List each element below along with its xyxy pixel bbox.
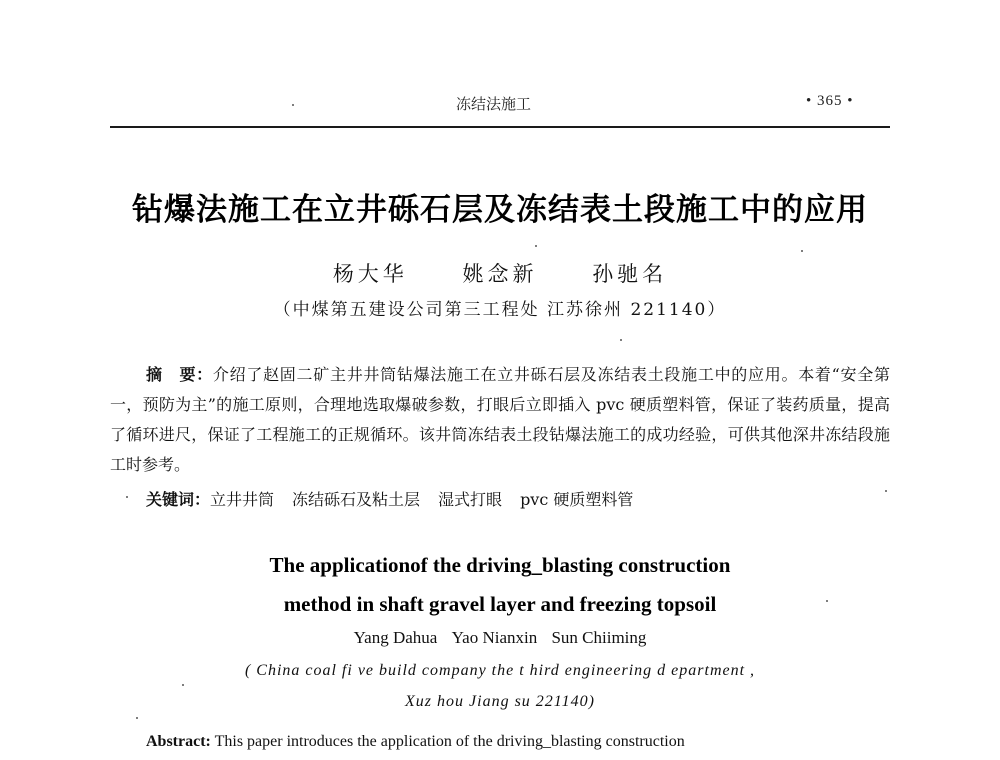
keyword: pvc 硬质塑料管 [520, 490, 634, 509]
author-name: 杨大华 [332, 262, 408, 286]
author-name: 姚念新 [462, 262, 538, 286]
author-name: 孙驰名 [592, 262, 668, 286]
scan-speck [826, 600, 828, 602]
abstract-en [146, 733, 890, 751]
author-name-en: Sun Chiiming [551, 628, 647, 647]
abstract-cn-text: 介绍了赵固二矿主井井筒钻爆法施工在立井砾石层及冻结表土段施工中的应用。本着“安全第一，预防为主”的施工原则，合理地选取爆破参数，打眼后立即插入 pvc 硬质塑料管，保证了装药质量，提高了循环进尺，保证了工程施工的正规循环。该井筒冻结表土段钻爆法施工的成功经验，可供其他深井冻结段施工时参考。 [110, 365, 890, 474]
abstract-cn [110, 360, 890, 480]
page-number: • 365 • [806, 93, 854, 109]
scan-speck [292, 104, 294, 106]
keyword: 立井井筒 [210, 490, 275, 509]
author-list-en [110, 628, 890, 648]
header-rule [110, 126, 890, 128]
scan-speck [126, 496, 128, 498]
abstract-en-label: Abstract: [146, 733, 211, 750]
scan-speck [885, 490, 887, 492]
abstract-en-text: This paper introduces the application of the driving_blasting construction [214, 733, 685, 750]
author-list-cn [110, 258, 890, 288]
affiliation-en-line-2: Xuz hou Jiang su 221140) [405, 693, 595, 710]
author-name-en: Yang Dahua [353, 628, 438, 647]
paper-title-en-line-2: method in shaft gravel layer and freezing topsoil [283, 592, 717, 616]
scan-speck [620, 339, 622, 341]
keywords-cn [146, 487, 651, 510]
affiliation-cn: （中煤第五建设公司第三工程处 江苏徐州 221140） [273, 300, 727, 320]
paper-title-en-line-1: The applicationof the driving_blasting construction [269, 553, 731, 577]
abstract-cn-label: 摘 要： [146, 365, 213, 384]
keyword: 湿式打眼 [438, 490, 503, 509]
affiliation-en-line-1: ( China coal fi ve build company the t hird engineering d epartment , [244, 662, 756, 679]
paper-title-cn: 钻爆法施工在立井砾石层及冻结表土段施工中的应用 [132, 192, 868, 228]
scan-speck [801, 250, 803, 252]
scan-speck [136, 717, 138, 719]
keyword: 冻结砾石及粘土层 [292, 490, 421, 509]
author-name-en: Yao Nianxin [451, 628, 538, 647]
running-header-section: 冻结法施工 [456, 95, 532, 113]
scan-speck [182, 684, 184, 686]
scan-speck [535, 245, 537, 247]
keywords-label: 关键词： [146, 490, 211, 509]
